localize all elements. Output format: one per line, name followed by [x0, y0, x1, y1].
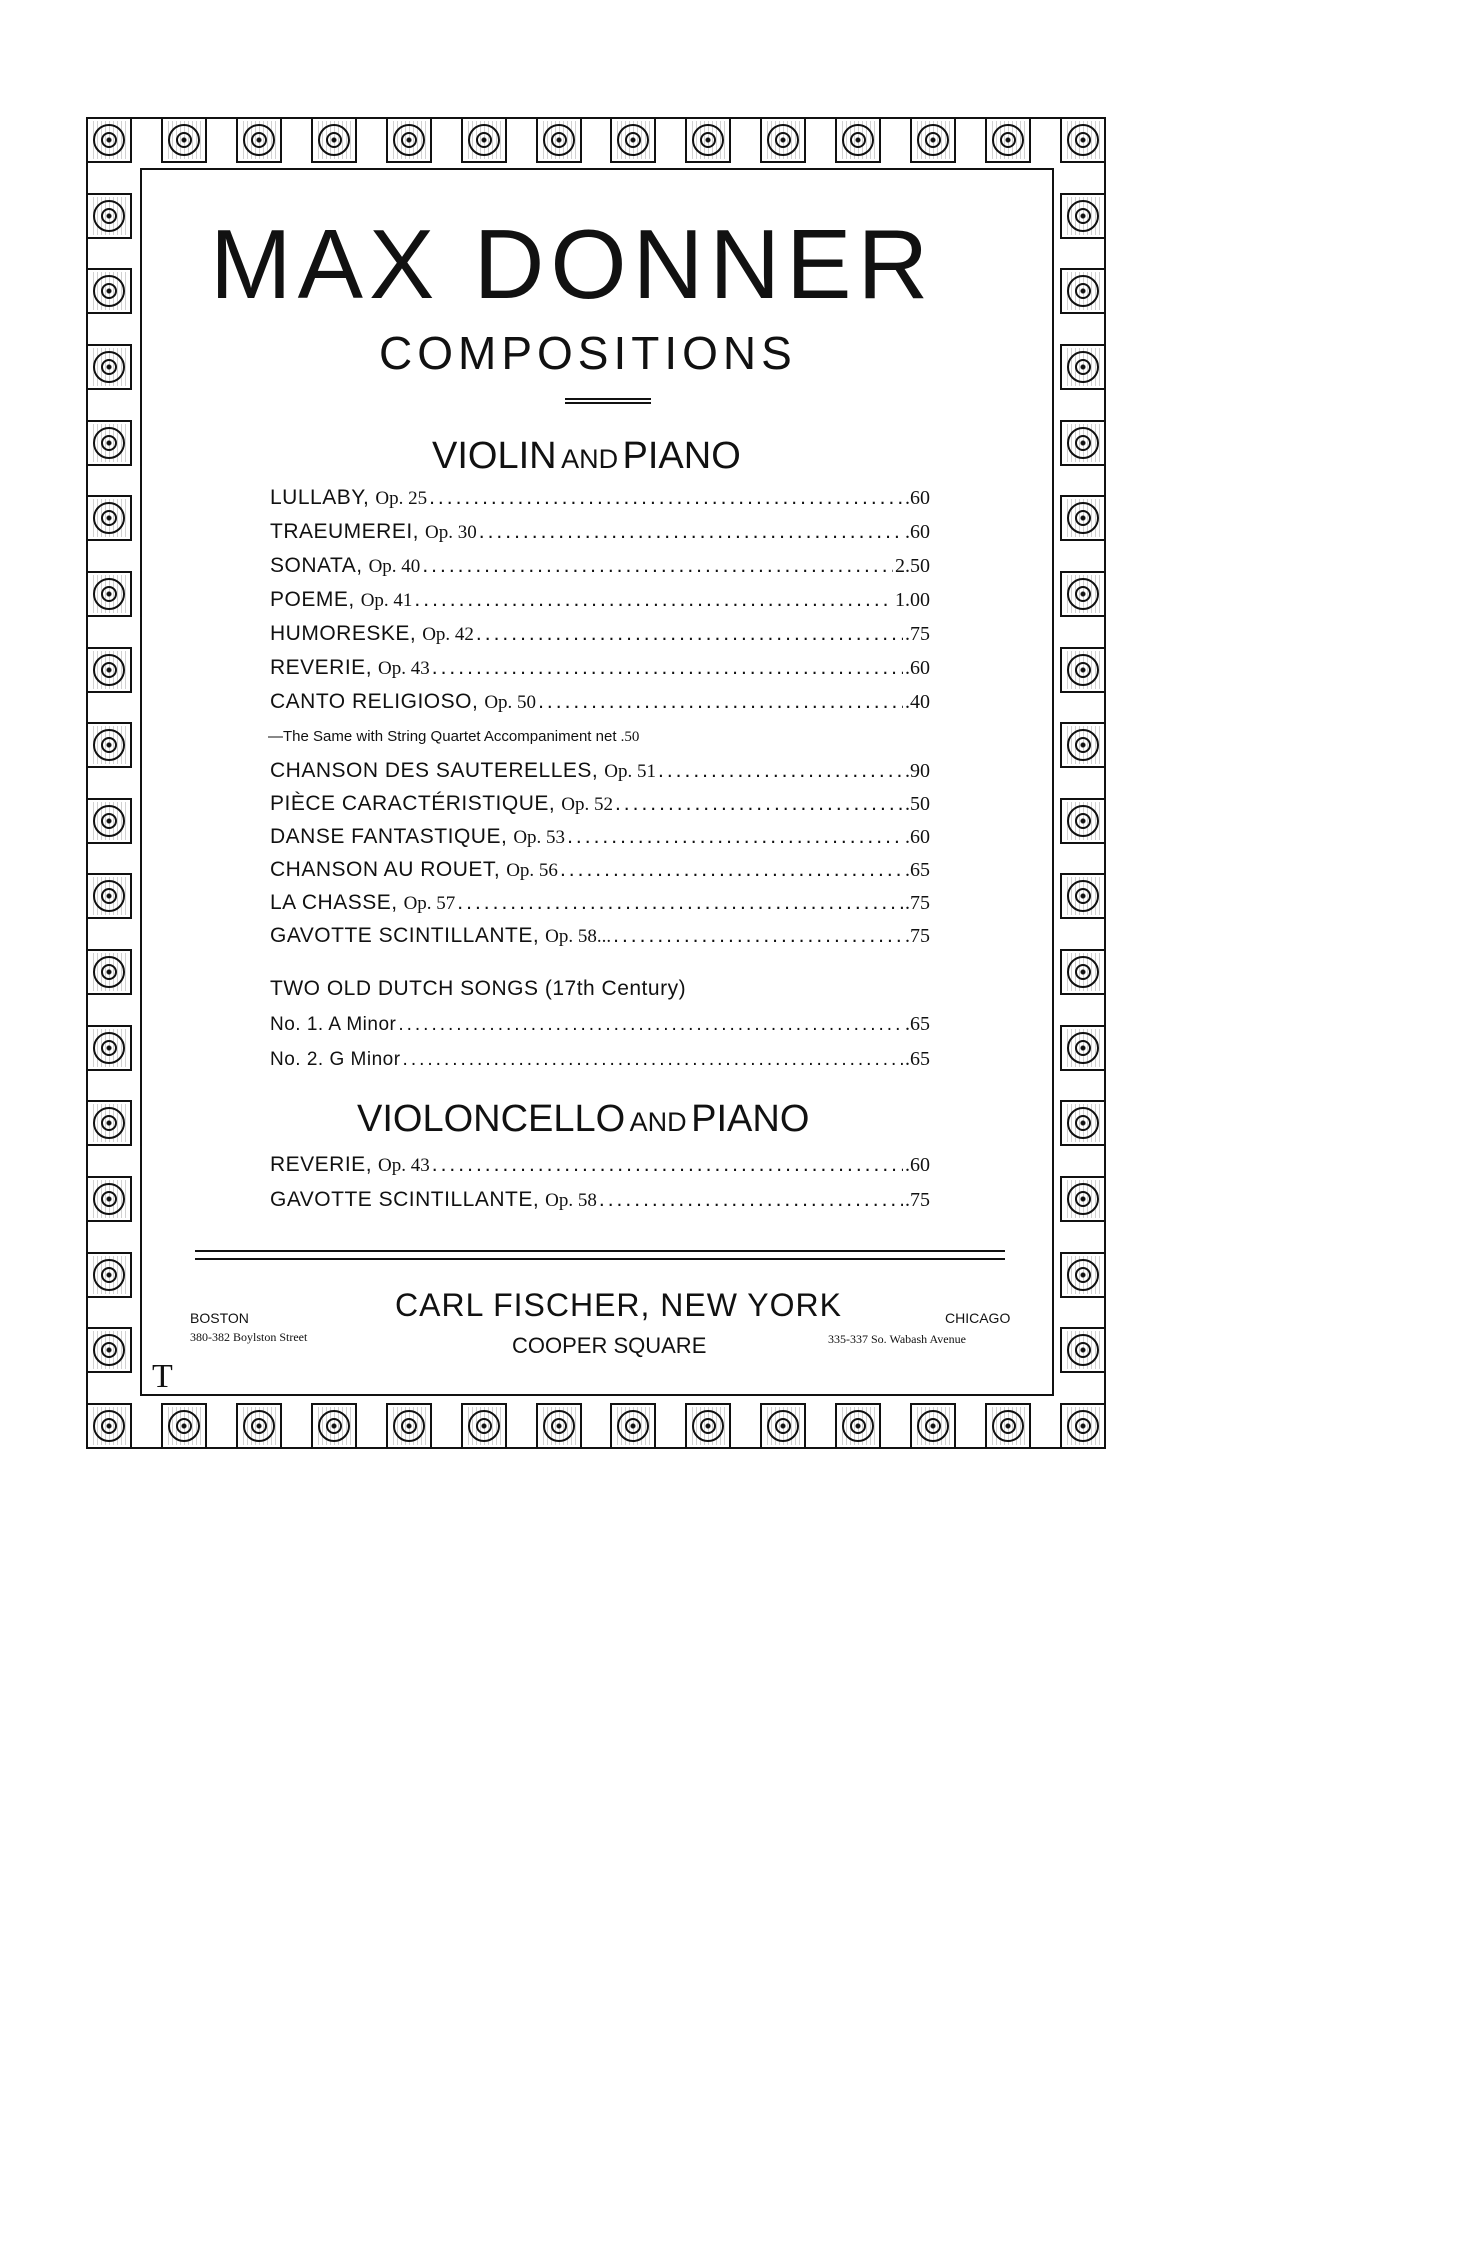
list-item — [270, 484, 930, 512]
publisher-rule-top — [195, 1250, 1005, 1252]
item-opus: Op. 43 — [378, 658, 430, 679]
item-opus: Op. 42 — [422, 624, 474, 645]
rosette-ornament-icon — [86, 1100, 132, 1146]
note-price: .50 — [620, 729, 640, 745]
rosette-ornament-icon — [760, 1403, 806, 1449]
rosette-ornament-icon — [86, 1252, 132, 1298]
rosette-ornament-icon — [86, 344, 132, 390]
item-price: .65 — [905, 859, 930, 881]
list-item — [270, 922, 930, 950]
item-opus: Op. 30 — [425, 522, 477, 543]
item-price: .75 — [905, 925, 930, 947]
rosette-ornament-icon — [86, 798, 132, 844]
list-item — [270, 1151, 930, 1179]
rosette-ornament-icon — [610, 117, 656, 163]
rosette-ornament-icon — [86, 495, 132, 541]
rosette-ornament-icon — [461, 117, 507, 163]
leader-dots — [414, 586, 893, 614]
item-opus: Op. 57 — [403, 893, 456, 914]
rosette-ornament-icon — [1060, 495, 1106, 541]
heading-word-violin: VIOLIN — [432, 435, 557, 477]
leader-dots — [457, 889, 903, 917]
item-title: PIÈCE CARACTÉRISTIQUE, — [270, 792, 556, 815]
item-price: 2.50 — [895, 555, 930, 577]
rosette-ornament-icon — [910, 117, 956, 163]
leader-dots — [429, 484, 903, 512]
boston-address: 380-382 Boylston Street — [190, 1330, 308, 1344]
item-title: LULLABY, — [270, 486, 370, 509]
leader-dots — [476, 620, 903, 648]
rosette-ornament-icon — [1060, 1176, 1106, 1222]
heading-word-piano: PIANO — [691, 1098, 810, 1140]
rosette-ornament-icon — [236, 117, 282, 163]
rosette-ornament-icon — [86, 647, 132, 693]
rosette-ornament-icon — [1060, 571, 1106, 617]
cello-piano-heading — [357, 1100, 809, 1138]
list-item — [270, 688, 930, 716]
rosette-ornament-icon — [1060, 1100, 1106, 1146]
rosette-ornament-icon — [311, 117, 357, 163]
item-opus: Op. 40 — [368, 556, 421, 577]
rosette-ornament-icon — [1060, 117, 1106, 163]
rosette-ornament-icon — [86, 268, 132, 314]
item-title: CHANSON DES SAUTERELLES, — [270, 759, 599, 782]
rosette-ornament-icon — [1060, 798, 1106, 844]
rosette-ornament-icon — [835, 117, 881, 163]
rosette-ornament-icon — [835, 1403, 881, 1449]
list-item — [270, 1045, 930, 1073]
item-title: GAVOTTE SCINTILLANTE, — [270, 1188, 540, 1211]
note-text: —The Same with String Quartet Accompaniment net — [268, 728, 617, 745]
leader-dots — [479, 518, 903, 546]
rosette-ornament-icon — [1060, 647, 1106, 693]
item-title: No. 2. G Minor — [270, 1049, 401, 1070]
violin-piano-heading — [432, 437, 741, 475]
item-title: REVERIE, — [270, 656, 373, 679]
publisher-square: COOPER SQUARE — [512, 1333, 707, 1358]
rosette-ornament-icon — [536, 1403, 582, 1449]
leader-dots — [599, 1186, 903, 1214]
leader-dots — [615, 790, 903, 818]
chicago-label: CHICAGO — [945, 1310, 1011, 1326]
item-price: .65 — [905, 1013, 930, 1035]
rosette-ornament-icon — [1060, 1025, 1106, 1071]
rosette-ornament-icon — [386, 1403, 432, 1449]
leader-dots — [613, 922, 903, 950]
item-title: CANTO RELIGIOSO, — [270, 690, 479, 713]
rosette-ornament-icon — [610, 1403, 656, 1449]
dutch-songs-heading — [270, 975, 930, 1003]
rosette-ornament-icon — [1060, 1252, 1106, 1298]
publisher-rule-bottom — [195, 1258, 1005, 1260]
item-price: .60 — [905, 657, 930, 679]
compositions-subtitle: COMPOSITIONS — [379, 327, 797, 379]
item-opus: Op. 50 — [484, 692, 537, 713]
dutch-songs-title: TWO OLD DUTCH SONGS (17th Century) — [270, 977, 687, 1000]
item-opus: Op. 43 — [378, 1155, 430, 1176]
leader-dots — [567, 823, 903, 851]
item-opus: Op. 53 — [513, 827, 566, 848]
rosette-ornament-icon — [86, 193, 132, 239]
item-price: .75 — [905, 623, 930, 645]
item-opus: Op. 51 — [604, 761, 656, 782]
rosette-ornament-icon — [86, 1025, 132, 1071]
rosette-ornament-icon — [1060, 949, 1106, 995]
list-item — [270, 620, 930, 648]
leader-dots — [398, 1011, 903, 1039]
rosette-ornament-icon — [1060, 420, 1106, 466]
rosette-ornament-icon — [1060, 722, 1106, 768]
item-opus: Op. 52 — [561, 794, 613, 815]
item-opus: Op. 25 — [375, 488, 428, 509]
item-opus: Op. 58 — [545, 1190, 597, 1211]
heading-word-violoncello: VIOLONCELLO — [357, 1098, 626, 1140]
list-item — [270, 586, 930, 614]
item-title: GAVOTTE SCINTILLANTE, — [270, 924, 540, 947]
leader-dots — [560, 856, 903, 884]
rosette-ornament-icon — [536, 117, 582, 163]
rosette-ornament-icon — [461, 1403, 507, 1449]
chicago-address: 335-337 So. Wabash Avenue — [828, 1332, 966, 1346]
leader-dots — [422, 552, 893, 580]
leader-dots — [658, 757, 903, 785]
rosette-ornament-icon — [1060, 1327, 1106, 1373]
list-item — [270, 856, 930, 884]
rosette-ornament-icon — [86, 949, 132, 995]
item-title: REVERIE, — [270, 1153, 373, 1176]
rosette-ornament-icon — [86, 1176, 132, 1222]
canto-quartet-note — [268, 728, 639, 746]
leader-dots — [432, 654, 903, 682]
rosette-ornament-icon — [386, 117, 432, 163]
publisher-name: CARL FISCHER, NEW YORK — [395, 1287, 842, 1323]
rosette-ornament-icon — [1060, 193, 1106, 239]
list-item — [270, 518, 930, 546]
rosette-ornament-icon — [86, 117, 132, 163]
rosette-ornament-icon — [685, 1403, 731, 1449]
item-title: CHANSON AU ROUET, — [270, 858, 501, 881]
item-title: LA CHASSE, — [270, 891, 398, 914]
rosette-ornament-icon — [236, 1403, 282, 1449]
item-title: DANSE FANTASTIQUE, — [270, 825, 508, 848]
item-price: .90 — [905, 760, 930, 782]
rosette-ornament-icon — [1060, 1403, 1106, 1449]
item-price: .60 — [905, 826, 930, 848]
list-item — [270, 823, 930, 851]
item-price: .65 — [905, 1048, 930, 1070]
item-price: .60 — [905, 487, 930, 509]
rosette-ornament-icon — [86, 420, 132, 466]
item-price: .60 — [905, 1154, 930, 1176]
item-price: 1.00 — [895, 589, 930, 611]
item-price: .60 — [905, 521, 930, 543]
leader-dots — [403, 1046, 903, 1074]
item-price: .40 — [905, 691, 930, 713]
rosette-ornament-icon — [86, 873, 132, 919]
item-title: TRAEUMEREI, — [270, 520, 420, 543]
list-item — [270, 889, 930, 917]
leader-dots — [432, 1151, 903, 1179]
item-title: No. 1. A Minor — [270, 1014, 397, 1035]
item-opus: Op. 56 — [506, 860, 558, 881]
rosette-ornament-icon — [86, 722, 132, 768]
rosette-ornament-icon — [910, 1403, 956, 1449]
rosette-ornament-icon — [86, 571, 132, 617]
list-item — [270, 757, 930, 785]
rosette-ornament-icon — [86, 1327, 132, 1373]
composer-title: MAX DONNER — [210, 209, 935, 319]
item-price: .75 — [905, 1189, 930, 1211]
rosette-ornament-icon — [685, 117, 731, 163]
rosette-ornament-icon — [1060, 344, 1106, 390]
list-item — [270, 1010, 930, 1038]
rosette-ornament-icon — [311, 1403, 357, 1449]
rosette-ornament-icon — [86, 1403, 132, 1449]
list-item — [270, 552, 930, 580]
list-item — [270, 654, 930, 682]
item-opus: Op. 58... — [545, 926, 612, 947]
item-title: POEME, — [270, 588, 355, 611]
rosette-ornament-icon — [985, 1403, 1031, 1449]
item-title: SONATA, — [270, 554, 363, 577]
rosette-ornament-icon — [161, 117, 207, 163]
corner-mark: T — [152, 1358, 173, 1395]
rosette-ornament-icon — [1060, 268, 1106, 314]
list-item — [270, 1186, 930, 1214]
heading-word-and: AND — [629, 1107, 687, 1137]
item-title: HUMORESKE, — [270, 622, 417, 645]
title-divider — [565, 398, 651, 404]
rosette-ornament-icon — [1060, 873, 1106, 919]
list-item — [270, 790, 930, 818]
heading-word-and: AND — [561, 444, 619, 474]
rosette-ornament-icon — [161, 1403, 207, 1449]
boston-label: BOSTON — [190, 1310, 249, 1326]
item-opus: Op. 41 — [360, 590, 413, 611]
leader-dots — [538, 688, 903, 716]
heading-word-piano: PIANO — [622, 435, 741, 477]
rosette-ornament-icon — [985, 117, 1031, 163]
item-price: .75 — [905, 892, 930, 914]
rosette-ornament-icon — [760, 117, 806, 163]
item-price: .50 — [905, 793, 930, 815]
